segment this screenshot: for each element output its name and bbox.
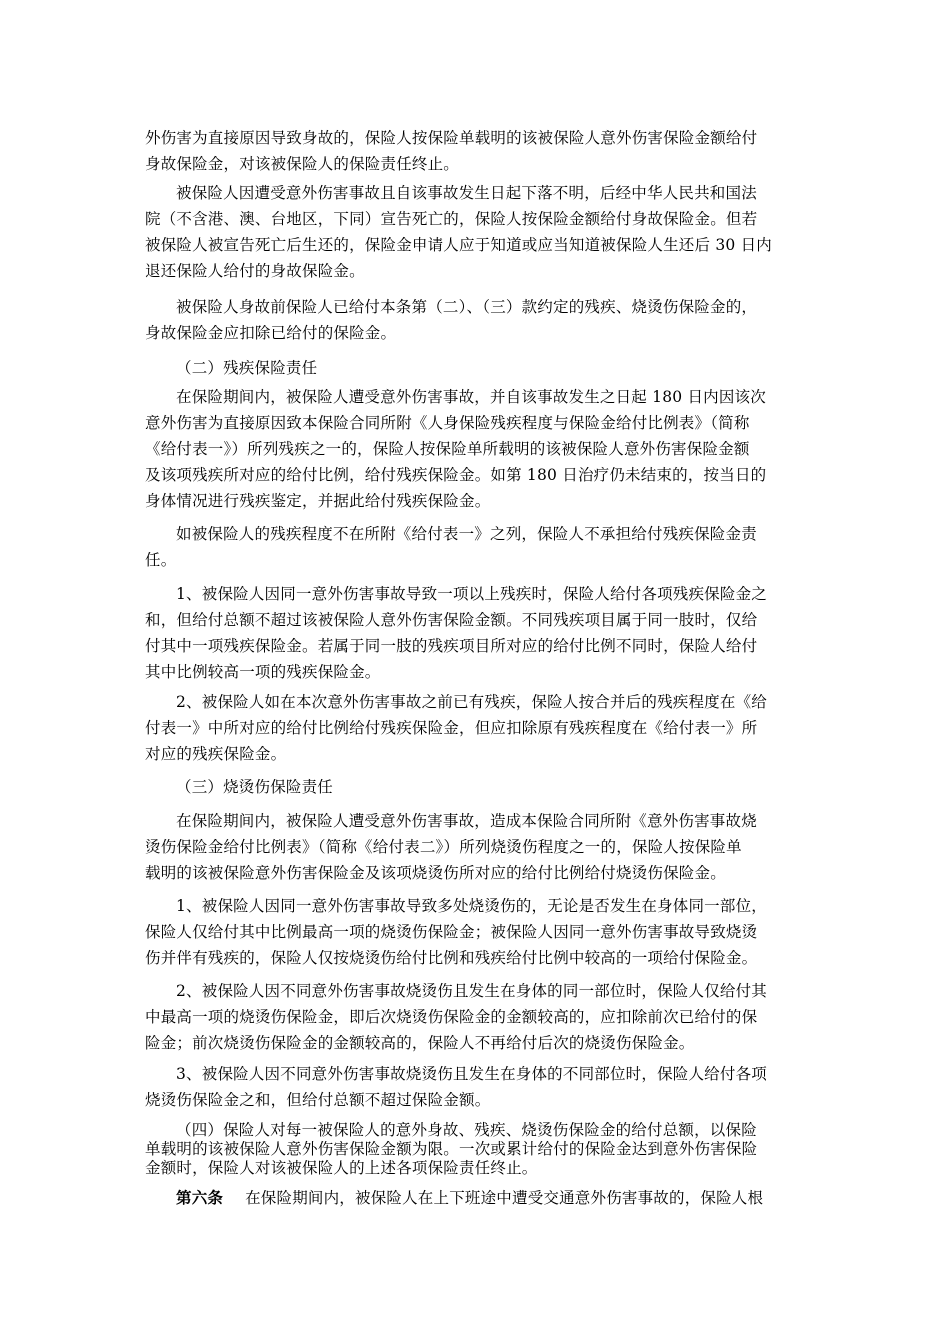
text-line: 身故保险金应扣除已给付的保险金。 (145, 324, 397, 342)
text-line: 保险人仅给付其中比例最高一项的烧烫伤保险金；被保险人因同一意外伤害事故导致烧烫 (145, 923, 758, 941)
paragraph (145, 180, 807, 284)
paragraph (145, 521, 807, 573)
paragraph (145, 808, 807, 886)
text-line: 院（不含港、澳、台地区，下同）宣告死亡的，保险人按保险金额给付身故保险金。但若 (145, 210, 758, 228)
article-heading: 第六条 (176, 1188, 224, 1207)
paragraph (145, 689, 807, 767)
text-line: 1、被保险人因同一意外伤害事故导致一项以上残疾时，保险人给付各项残疾保险金之 (176, 585, 767, 603)
text-line: 被保险人被宣告死亡后生还的，保险金申请人应于知道或应当知道被保险人生还后 30 日内 (145, 236, 772, 254)
text-line: 1、被保险人因同一意外伤害事故导致多处烧烫伤的，无论是否发生在身体同一部位， (176, 897, 767, 915)
text-line: 金额时，保险人对该被保险人的上述各项保险责任终止。 (145, 1159, 538, 1177)
article-paragraph (176, 1185, 816, 1211)
text-line: 任。 (145, 551, 177, 569)
text-line: 烫伤保险金给付比例表》（简称《给付表二》）所列烧烫伤程度之一的，保险人按保险单 (145, 838, 742, 856)
text-line: 单载明的该被保险人意外伤害保险金额为限。一次或累计给付的保险金达到意外伤害保险 (145, 1140, 758, 1158)
text-line: 及该项残疾所对应的给付比例，给付残疾保险金。如第 180 日治疗仍未结束的，按当日的 (145, 466, 767, 484)
text-line: 被保险人身故前保险人已给付本条第（二）、（三）款约定的残疾、烧烫伤保险金的， (176, 298, 758, 316)
paragraph (145, 581, 807, 685)
paragraph (145, 294, 807, 346)
paragraph (145, 893, 807, 971)
text-line: 在保险期间内，被保险人遭受意外伤害事故，造成本保险合同所附《意外伤害事故烧 (176, 812, 757, 830)
text-line: 《给付表一》）所列残疾之一的，保险人按保险单所载明的该被保险人意外伤害保险金额 (145, 440, 750, 458)
paragraph (145, 978, 807, 1056)
paragraph (145, 384, 807, 514)
text-line: 身体情况进行残疾鉴定，并据此给付残疾保险金。 (145, 492, 491, 510)
text-line: 意外伤害为直接原因致本保险合同所附《人身保险残疾程度与保险金给付比例表》（简称 (145, 414, 750, 432)
section-heading (145, 774, 807, 800)
article-line (176, 1185, 816, 1211)
text-line: 其中比例较高一项的残疾保险金。 (145, 663, 381, 681)
paragraph (145, 1121, 807, 1178)
text-line: 中最高一项的烧烫伤保险金，即后次烧烫伤保险金的金额较高的，应扣除前次已给付的保 (145, 1008, 758, 1026)
paragraph (145, 125, 807, 177)
text-line: 2、被保险人因不同意外伤害事故烧烫伤且发生在身体的同一部位时，保险人仅给付其 (176, 982, 767, 1000)
text-line: 付其中一项残疾保险金。若属于同一肢的残疾项目所对应的给付比例不同时，保险人给付 (145, 637, 758, 655)
text-line: 2、被保险人如在本次意外伤害事故之前已有残疾，保险人按合并后的残疾程度在《给 (176, 693, 767, 711)
text-line: 被保险人因遭受意外伤害事故且自该事故发生日起下落不明，后经中华人民共和国法 (176, 184, 757, 202)
text-line: 如被保险人的残疾程度不在所附《给付表一》之列，保险人不承担给付残疾保险金责 (176, 525, 757, 543)
text-line: 和，但给付总额不超过该被保险人意外伤害保险金额。不同残疾项目属于同一肢时，仅给 (145, 611, 758, 629)
text-line: 退还保险人给付的身故保险金。 (145, 262, 365, 280)
text-line: 伤并伴有残疾的，保险人仅按烧烫伤给付比例和残疾给付比例中较高的一项给付保险金。 (145, 949, 758, 967)
text-line: 载明的该被保险意外伤害保险金及该项烧烫伤所对应的给付比例给付烧烫伤保险金。 (145, 864, 726, 882)
text-line: 对应的残疾保险金。 (145, 745, 287, 763)
text-line: 身故保险金，对该被保险人的保险责任终止。 (145, 155, 460, 173)
text-line: 在保险期间内，被保险人遭受意外伤害事故，并自该事故发生之日起 180 日内因该次 (176, 388, 766, 406)
article-text: 在保险期间内，被保险人在上下班途中遭受交通意外伤害事故的，保险人根 (245, 1189, 764, 1207)
text-line: （二）残疾保险责任 (176, 359, 318, 377)
text-line: 外伤害为直接原因导致身故的，保险人按保险单载明的该被保险人意外伤害保险金额给付 (145, 129, 758, 147)
paragraph (145, 1061, 807, 1113)
text-line: （三）烧烫伤保险责任 (176, 778, 334, 796)
text-line: 3、被保险人因不同意外伤害事故烧烫伤且发生在身体的不同部位时，保险人给付各项 (176, 1065, 767, 1083)
section-heading (145, 355, 807, 381)
text-line: （四）保险人对每一被保险人的意外身故、残疾、烧烫伤保险金的给付总额，以保险 (176, 1121, 757, 1139)
text-line: 付表一》中所对应的给付比例给付残疾保险金，但应扣除原有残疾程度在《给付表一》所 (145, 719, 758, 737)
text-line: 险金；前次烧烫伤保险金的金额较高的，保险人不再给付后次的烧烫伤保险金。 (145, 1034, 695, 1052)
text-line: 烧烫伤保险金之和，但给付总额不超过保险金额。 (145, 1091, 491, 1109)
